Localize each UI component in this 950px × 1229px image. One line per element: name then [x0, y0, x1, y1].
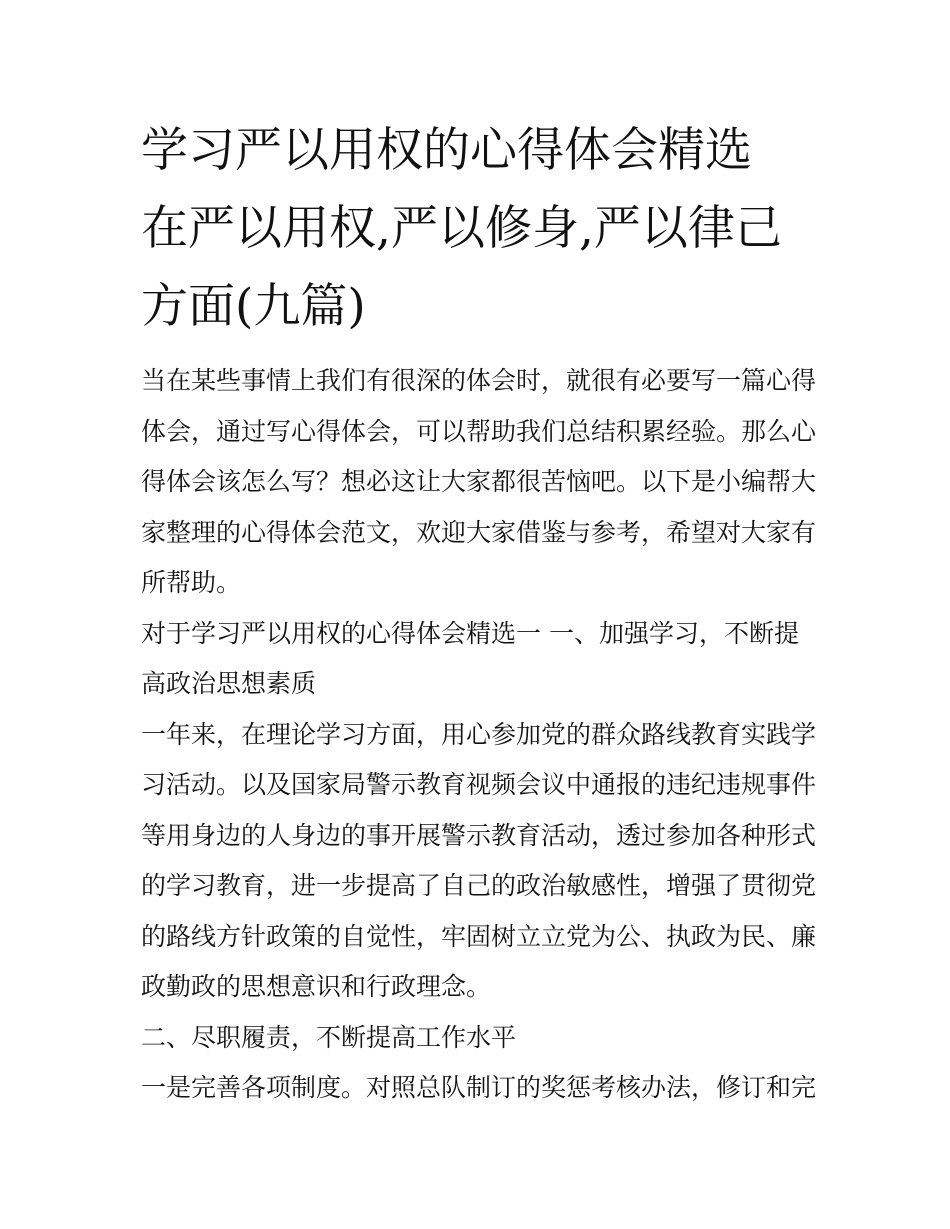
section-heading-line: 对于学习严以用权的心得体会精选一 一、加强学习，不断提: [141, 618, 799, 648]
body-line: 家整理的心得体会范文，欢迎大家借鉴与参考，希望对大家有: [141, 517, 817, 547]
section-heading-line: 二、尽职履责，不断提高工作水平: [141, 1022, 517, 1052]
document-body: [141, 356, 821, 1114]
body-line: 当在某些事情上我们有很深的体会时，就很有必要写一篇心得: [141, 366, 817, 395]
title-line: 方面(九篇): [141, 279, 366, 334]
section-heading-line: 高政治思想素质: [141, 669, 317, 698]
title-line: 学习严以用权的心得体会精选: [141, 123, 752, 178]
body-line: 得体会该怎么写？想必这让大家都很苦恼吧。以下是小编帮大: [141, 467, 817, 496]
document-title: [141, 112, 821, 346]
body-line: 所帮助。: [141, 568, 242, 597]
body-line: 的学习教育，进一步提高了自己的政治敏感性，增强了贯彻党: [141, 871, 817, 900]
body-line: 政勤政的思想意识和行政理念。: [141, 972, 492, 1001]
body-line: 的路线方针政策的自觉性，牢固树立立党为公、执政为民、廉: [141, 921, 817, 951]
body-line: 一年来，在理论学习方面，用心参加党的群众路线教育实践学: [141, 719, 817, 749]
body-line: 等用身边的人身边的事开展警示教育活动，透过参加各种形式: [141, 820, 817, 850]
title-line: 在严以用权,严以修身,严以律己: [141, 201, 782, 256]
body-line: 体会，通过写心得体会，可以帮助我们总结积累经验。那么心: [141, 416, 817, 446]
body-line: 一是完善各项制度。对照总队制订的奖惩考核办法，修订和完: [141, 1073, 817, 1102]
body-line: 习活动。以及国家局警示教育视频会议中通报的违纪违规事件: [141, 770, 817, 799]
